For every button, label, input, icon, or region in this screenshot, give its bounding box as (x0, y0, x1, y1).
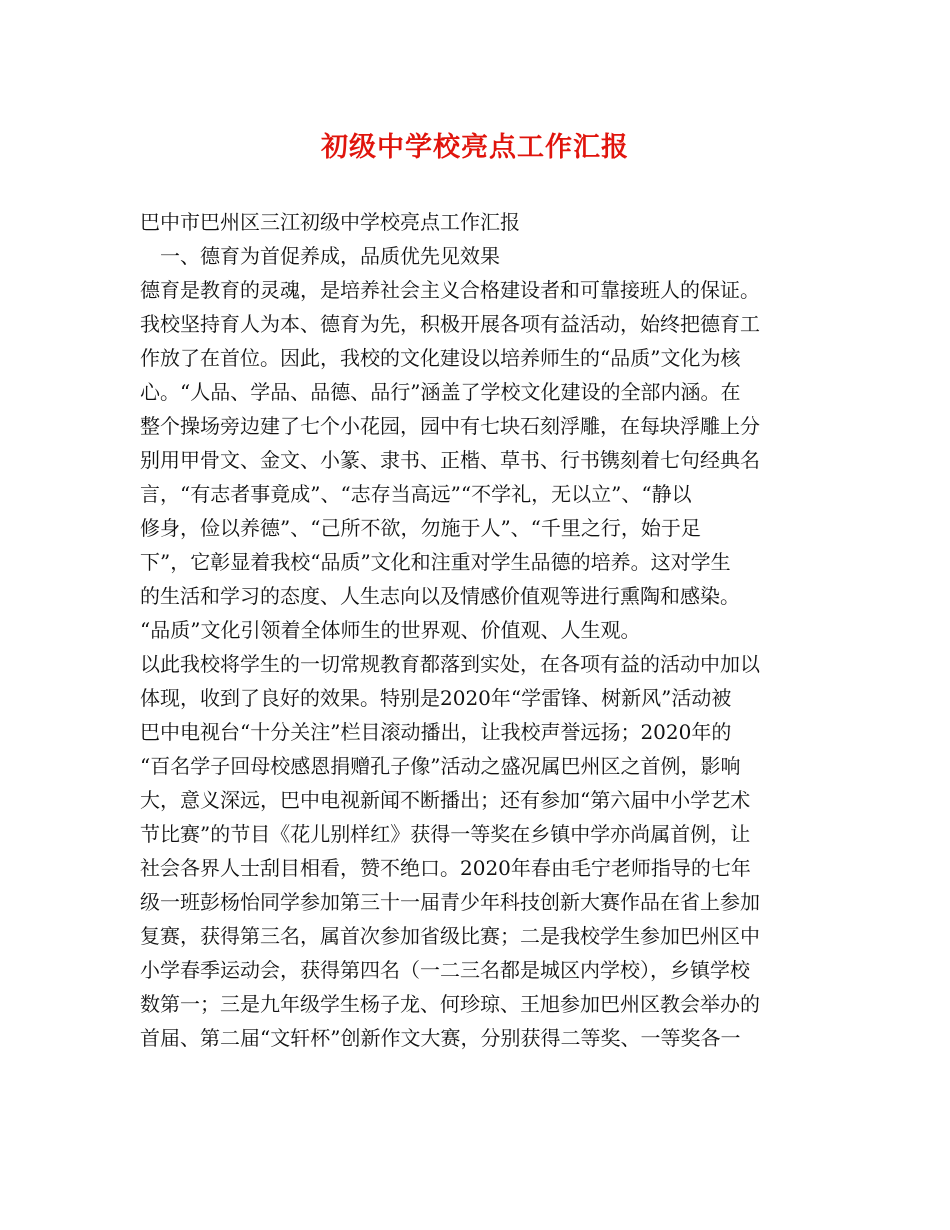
body-line: 体现，收到了良好的效果。特别是2020年“学雷锋、树新风”活动被 (140, 686, 732, 710)
body-line: 修身，俭以养德”、“己所不欲，勿施于人”、“千里之行，始于足 (140, 516, 701, 540)
body-line: 巴中电视台“十分关注”栏目滚动播出，让我校声誉远扬；2020年的 (140, 720, 732, 744)
body-line: 以此我校将学生的一切常规教育都落到实处，在各项有益的活动中加以 (140, 652, 760, 676)
body-line-school-name: 巴中市巴州区三江初级中学校亮点工作汇报 (140, 210, 520, 234)
body-line: 小学春季运动会，获得第四名（一二三名都是城区内学校），乡镇学校 (140, 958, 750, 982)
body-line: 复赛，获得第三名，属首次参加省级比赛；二是我校学生参加巴州区中 (140, 924, 760, 948)
body-line: 大，意义深远，巴中电视新闻不断播出；还有参加“第六届中小学艺术 (140, 788, 751, 812)
body-line: “百名学子回母校感恩捐赠孔子像”活动之盛况属巴州区之首例，影响 (140, 754, 741, 778)
document-title: 初级中学校亮点工作汇报 (321, 132, 629, 163)
body-line: 言，“有志者事竟成”、“志存当高远”“不学礼，无以立”、“静以 (140, 482, 692, 506)
body-line: 我校坚持育人为本、德育为先，积极开展各项有益活动，始终把德育工 (140, 312, 760, 336)
body-line: 节比赛”的节目《花儿别样红》获得一等奖在乡镇中学亦尚属首例，让 (140, 822, 751, 846)
body-line: 社会各界人士刮目相看，赞不绝口。2020年春由毛宁老师指导的七年 (140, 856, 751, 880)
body-line: 德育是教育的灵魂，是培养社会主义合格建设者和可靠接班人的保证。 (140, 278, 760, 302)
body-line: 级一班彭杨怡同学参加第三十一届青少年科技创新大赛作品在省上参加 (140, 890, 760, 914)
body-line: 下”，它彰显着我校“品质”文化和注重对学生品德的培养。这对学生 (140, 550, 731, 574)
body-line: 首届、第二届“文轩杯”创新作文大赛，分别获得二等奖、一等奖各一 (140, 1026, 741, 1050)
body-line: 别用甲骨文、金文、小篆、隶书、正楷、草书、行书镌刻着七句经典名 (140, 448, 760, 472)
body-line: 心。“人品、学品、品德、品行”涵盖了学校文化建设的全部内涵。在 (140, 380, 741, 404)
body-line: 数第一；三是九年级学生杨子龙、何珍琼、王旭参加巴州区教会举办的 (140, 992, 760, 1016)
body-line: “品质”文化引领着全体师生的世界观、价值观、人生观。 (140, 618, 641, 642)
body-line: 的生活和学习的态度、人生志向以及情感价值观等进行熏陶和感染。 (140, 584, 740, 608)
body-line: 整个操场旁边建了七个小花园，园中有七块石刻浮雕，在每块浮雕上分 (140, 414, 760, 438)
document-body (140, 205, 812, 1055)
section-heading-moral-education: 一、德育为首促养成，品质优先见效果 (160, 244, 500, 268)
body-line: 作放了在首位。因此，我校的文化建设以培养师生的“品质”文化为核 (140, 346, 741, 370)
